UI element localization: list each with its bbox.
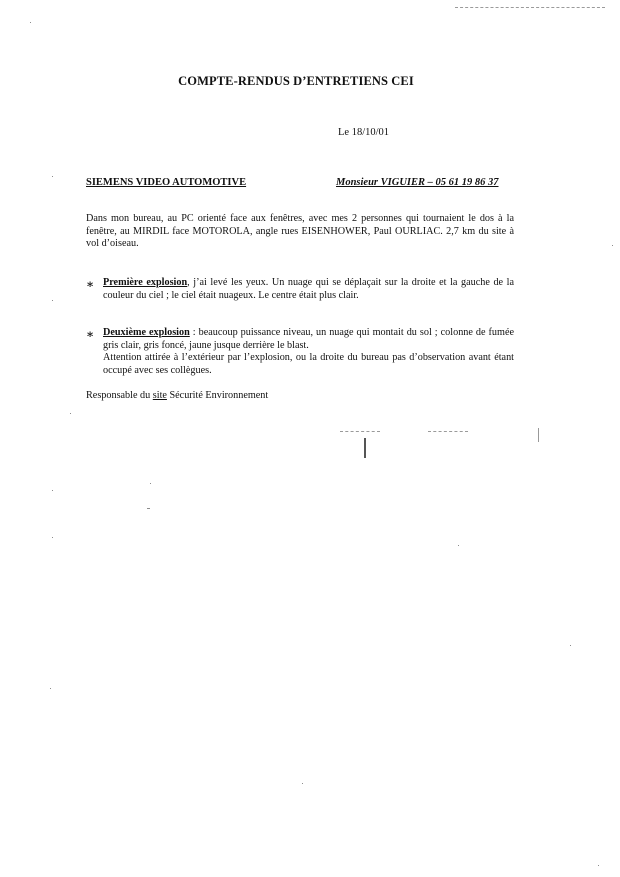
second-explosion-text: : beaucoup puissance niveau, un nuage qui montait du sol ; colonne de fumée gris clair, gris foncé, jaune jusque derrière le blast. <box>103 327 514 351</box>
scan-artifact-mark <box>538 428 539 442</box>
scan-artifact-dot <box>150 483 151 484</box>
scan-artifact-dot <box>70 413 71 414</box>
scan-artifact-dot <box>302 783 303 784</box>
responsable-line <box>86 390 268 401</box>
contact-person: Monsieur VIGUIER – 05 61 19 86 37 <box>336 177 499 188</box>
attention-paragraph: Attention attirée à l’extérieur par l’explosion, ou la droite du bureau pas d’observation avant étant occupé avec ses collègues. <box>103 352 514 376</box>
scan-artifact-line <box>428 431 468 432</box>
scan-artifact-dot <box>52 300 53 301</box>
scan-artifact-dot <box>50 688 51 689</box>
first-explosion-heading: Première explosion <box>103 277 188 288</box>
responsable-site: site <box>152 390 167 401</box>
scan-artifact-dot <box>147 508 150 509</box>
scan-artifact-dot <box>458 545 459 546</box>
document-title: COMPTE-RENDUS D’ENTRETIENS CEI <box>178 74 414 88</box>
scan-artifact-dot <box>598 865 599 866</box>
company-name: SIEMENS VIDEO AUTOMOTIVE <box>86 177 247 188</box>
scan-artifact-line <box>340 431 380 432</box>
intro-paragraph: Dans mon bureau, au PC orienté face aux fenêtres, avec mes 2 personnes qui tournaient le dos à la fenêtre, au MIRDIL face MOTOROLA, angle rues EISENHOWER, Paul OURLIAC. 2,7 km du site à vol d’oiseau. <box>86 213 514 250</box>
scan-artifact-dot <box>52 176 53 177</box>
scan-artifact-dot <box>52 490 53 491</box>
scan-artifact-line <box>455 7 605 8</box>
second-explosion-heading: Deuxième explosion <box>103 327 190 338</box>
bullet-star-icon: ∗ <box>86 277 95 291</box>
scan-artifact-dot <box>570 645 571 646</box>
scan-artifact-dot <box>52 537 53 538</box>
second-explosion-paragraph <box>103 327 514 352</box>
scan-artifact-dot <box>612 245 613 246</box>
responsable-prefix: Responsable du <box>86 390 153 401</box>
scan-artifact-mark <box>364 438 366 458</box>
document-date: Le 18/10/01 <box>338 127 390 138</box>
scan-artifact-dot <box>30 22 31 23</box>
responsable-suffix: Sécurité Environnement <box>166 390 269 401</box>
first-explosion-paragraph <box>103 277 514 302</box>
first-explosion-text: , j’ai levé les yeux. Un nuage qui se déplaçait sur la droite et la gauche de la couleur du ciel ; le ciel était nuageux. Le centre était plus clair. <box>103 277 515 301</box>
bullet-star-icon: ∗ <box>86 327 95 341</box>
